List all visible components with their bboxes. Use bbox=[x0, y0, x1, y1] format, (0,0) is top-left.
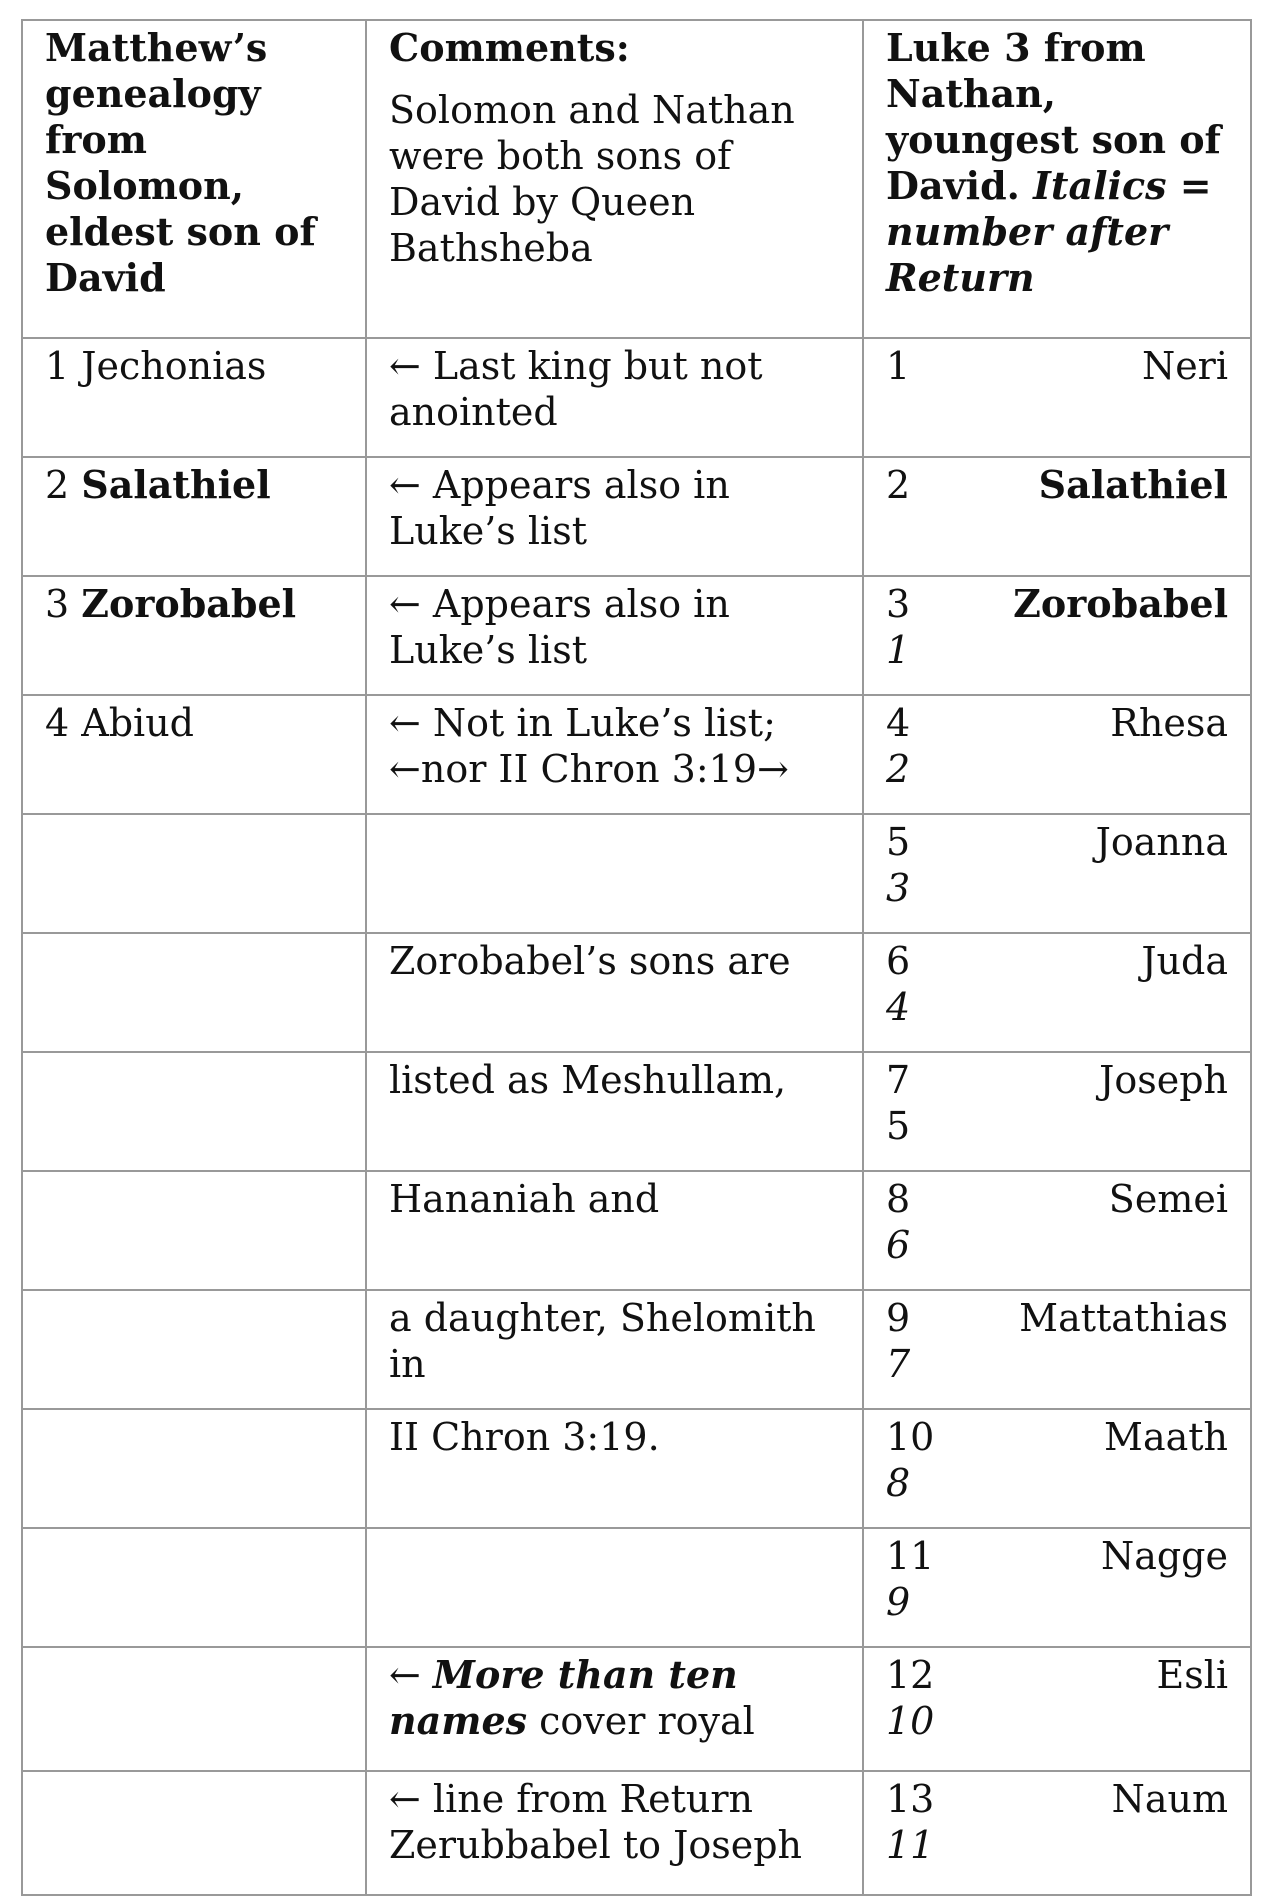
header-luke-note: number after Return bbox=[886, 209, 1169, 300]
table-row bbox=[22, 1771, 1251, 1895]
matthew-name: Jechonias bbox=[81, 344, 267, 388]
matthew-cell bbox=[22, 1771, 366, 1895]
comment-cell bbox=[366, 338, 863, 457]
return-number: 2 bbox=[886, 747, 911, 791]
comment-cell bbox=[366, 1290, 863, 1409]
luke-name: Maath bbox=[1104, 1415, 1228, 1459]
luke-name: Naum bbox=[1111, 1777, 1228, 1821]
header-luke bbox=[863, 20, 1251, 338]
comment-prefix: ← bbox=[389, 1653, 433, 1697]
comment-emphasis: More than ten names bbox=[389, 1652, 738, 1743]
luke-name: Rhesa bbox=[1110, 701, 1228, 745]
comment-cell bbox=[366, 1409, 863, 1528]
header-luke-equals: = bbox=[1166, 163, 1212, 208]
table-row bbox=[22, 1290, 1251, 1409]
comment-cell bbox=[366, 1052, 863, 1171]
comment-text: Zorobabel’s sons are bbox=[389, 939, 791, 983]
luke-cell bbox=[863, 576, 1251, 695]
table-row bbox=[22, 933, 1251, 1052]
comment-text: ← Appears also in Luke’s list bbox=[389, 463, 730, 553]
matthew-name: Zorobabel bbox=[81, 581, 297, 626]
matthew-name: Salathiel bbox=[81, 462, 271, 507]
comment-text: listed as Meshullam, bbox=[389, 1058, 787, 1102]
table-row bbox=[22, 695, 1251, 814]
luke-cell bbox=[863, 1290, 1251, 1409]
luke-number: 10 bbox=[886, 1415, 935, 1459]
luke-cell bbox=[863, 457, 1251, 576]
luke-cell bbox=[863, 1771, 1251, 1895]
matthew-cell bbox=[22, 576, 366, 695]
matthew-cell bbox=[22, 814, 366, 933]
comment-cell bbox=[366, 457, 863, 576]
luke-number: 4 bbox=[886, 701, 911, 745]
luke-number: 12 bbox=[886, 1653, 935, 1697]
luke-name: Juda bbox=[1141, 939, 1228, 983]
genealogy-table bbox=[21, 19, 1252, 1896]
matthew-cell bbox=[22, 1528, 366, 1647]
matthew-number: 2 bbox=[45, 463, 70, 507]
header-comments-title: Comments: bbox=[389, 25, 630, 70]
comment-cell bbox=[366, 814, 863, 933]
comment-text: Hananiah and bbox=[389, 1177, 660, 1221]
header-row bbox=[22, 20, 1251, 338]
luke-number: 3 bbox=[886, 582, 911, 626]
matthew-number: 4 bbox=[45, 701, 70, 745]
luke-cell bbox=[863, 1052, 1251, 1171]
luke-number: 2 bbox=[886, 463, 911, 507]
luke-cell bbox=[863, 338, 1251, 457]
luke-cell bbox=[863, 933, 1251, 1052]
comment-cell bbox=[366, 1647, 863, 1771]
luke-cell bbox=[863, 814, 1251, 933]
table-row bbox=[22, 814, 1251, 933]
luke-name: Zorobabel bbox=[1013, 581, 1228, 626]
comment-cell bbox=[366, 1171, 863, 1290]
header-comments bbox=[366, 20, 863, 338]
luke-name: Neri bbox=[1141, 344, 1228, 388]
header-luke-italics: Italics bbox=[1033, 163, 1167, 208]
comment-text: ← Last king but not anointed bbox=[389, 344, 763, 434]
comment-cell bbox=[366, 933, 863, 1052]
luke-number: 5 bbox=[886, 820, 911, 864]
header-comments-text: Solomon and Nathan were both sons of David by Queen Bathsheba bbox=[389, 88, 795, 270]
comment-cell bbox=[366, 1528, 863, 1647]
comment-cell bbox=[366, 1771, 863, 1895]
table-row bbox=[22, 1647, 1251, 1771]
matthew-number: 3 bbox=[45, 582, 70, 626]
luke-name: Joseph bbox=[1099, 1058, 1228, 1102]
return-number: 10 bbox=[886, 1699, 935, 1743]
matthew-cell bbox=[22, 1409, 366, 1528]
luke-name: Joanna bbox=[1095, 820, 1228, 864]
return-number: 5 bbox=[886, 1104, 911, 1148]
table-row bbox=[22, 576, 1251, 695]
comment-text: ← Not in Luke’s list; ←nor II Chron 3:19→ bbox=[389, 701, 789, 791]
matthew-cell bbox=[22, 1290, 366, 1409]
comment-text: a daughter, Shelomith in bbox=[389, 1296, 816, 1386]
luke-cell bbox=[863, 1647, 1251, 1771]
return-number: 3 bbox=[886, 866, 911, 910]
luke-cell bbox=[863, 1528, 1251, 1647]
luke-name: Nagge bbox=[1100, 1534, 1228, 1578]
comment-cell bbox=[366, 576, 863, 695]
luke-cell bbox=[863, 1409, 1251, 1528]
header-matthew-text: Matthew’s genealogy from Solomon, eldest son of David bbox=[45, 25, 316, 300]
comment-cell bbox=[366, 695, 863, 814]
luke-cell bbox=[863, 1171, 1251, 1290]
table-row bbox=[22, 457, 1251, 576]
luke-number: 9 bbox=[886, 1296, 911, 1340]
return-number: 11 bbox=[886, 1823, 935, 1867]
matthew-cell bbox=[22, 1052, 366, 1171]
luke-name: Esli bbox=[1156, 1653, 1228, 1697]
comment-text: ← Appears also in Luke’s list bbox=[389, 582, 730, 672]
matthew-cell bbox=[22, 695, 366, 814]
luke-name: Salathiel bbox=[1038, 462, 1228, 507]
header-matthew bbox=[22, 20, 366, 338]
table-row bbox=[22, 1528, 1251, 1647]
luke-cell bbox=[863, 695, 1251, 814]
return-number: 9 bbox=[886, 1580, 911, 1624]
return-number: 6 bbox=[886, 1223, 911, 1267]
comment-text: II Chron 3:19. bbox=[389, 1415, 660, 1459]
matthew-cell bbox=[22, 933, 366, 1052]
table-row bbox=[22, 1409, 1251, 1528]
table-row bbox=[22, 338, 1251, 457]
luke-number: 1 bbox=[886, 344, 911, 388]
comment-text: ← line from Return Zerubbabel to Joseph bbox=[389, 1777, 803, 1867]
luke-number: 6 bbox=[886, 939, 911, 983]
matthew-name: Abiud bbox=[81, 701, 195, 745]
luke-name: Semei bbox=[1108, 1177, 1228, 1221]
matthew-cell bbox=[22, 457, 366, 576]
matthew-cell bbox=[22, 1171, 366, 1290]
matthew-cell bbox=[22, 1647, 366, 1771]
luke-number: 7 bbox=[886, 1058, 911, 1102]
table-row bbox=[22, 1052, 1251, 1171]
return-number: 7 bbox=[886, 1342, 911, 1386]
table-row bbox=[22, 1171, 1251, 1290]
return-number: 1 bbox=[886, 628, 911, 672]
luke-name: Mattathias bbox=[1019, 1296, 1228, 1340]
return-number: 4 bbox=[886, 985, 911, 1029]
luke-number: 11 bbox=[886, 1534, 935, 1578]
comment-text: cover royal bbox=[527, 1699, 755, 1743]
luke-number: 13 bbox=[886, 1777, 935, 1821]
luke-number: 8 bbox=[886, 1177, 911, 1221]
return-number: 8 bbox=[886, 1461, 911, 1505]
matthew-number: 1 bbox=[45, 344, 70, 388]
header-luke-text: Luke 3 from Nathan, youngest son of David. bbox=[886, 25, 1221, 208]
matthew-cell bbox=[22, 338, 366, 457]
